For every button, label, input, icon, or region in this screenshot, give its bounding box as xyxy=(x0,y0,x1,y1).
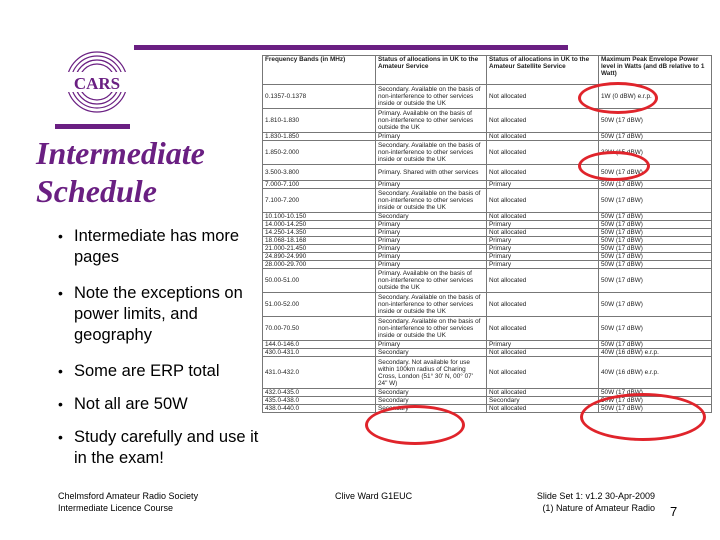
cell-frequency: 10.100-10.150 xyxy=(263,213,376,221)
cell-amateur-status: Primary. Available on the basis of non-interference to other services outside the UK xyxy=(376,109,487,133)
cell-power: 50W (17 dBW) xyxy=(599,269,712,293)
cell-frequency: 438.0-440.0 xyxy=(263,405,376,413)
cell-frequency: 7.100-7.200 xyxy=(263,189,376,213)
highlight-ring-1w xyxy=(578,82,658,114)
cell-satellite-status: Primary xyxy=(487,181,599,189)
table-row xyxy=(263,221,712,229)
bullet-item: • Intermediate has more pages xyxy=(58,226,263,268)
cell-frequency: 24.890-24.990 xyxy=(263,253,376,261)
bullet-item: • Note the exceptions on power limits, and geography xyxy=(58,283,263,346)
cell-amateur-status: Primary xyxy=(376,181,487,189)
table-row xyxy=(263,109,712,133)
cell-satellite-status: Not allocated xyxy=(487,109,599,133)
table-row xyxy=(263,181,712,189)
cell-satellite-status: Primary xyxy=(487,341,599,349)
cell-amateur-status: Primary xyxy=(376,229,487,237)
cell-satellite-status: Not allocated xyxy=(487,229,599,237)
table-row xyxy=(263,269,712,293)
cell-frequency: 0.1357-0.1378 xyxy=(263,85,376,109)
cell-power: 50W (17 dBW) xyxy=(599,341,712,349)
bullet-list xyxy=(58,226,263,484)
cell-satellite-status: Secondary xyxy=(487,397,599,405)
cell-power: 50W (17 dBW) xyxy=(599,133,712,141)
cell-power: 50W (17 dBW) xyxy=(599,237,712,245)
cell-power: 32W (15 dBW) xyxy=(599,141,712,165)
cell-power: 50W (17 dBW) xyxy=(599,293,712,317)
table-row xyxy=(263,349,712,357)
cell-satellite-status: Not allocated xyxy=(487,317,599,341)
cell-satellite-status: Not allocated xyxy=(487,213,599,221)
cell-amateur-status: Primary. Shared with other services xyxy=(376,165,487,181)
bullet-item: • Some are ERP total xyxy=(58,361,263,382)
cell-satellite-status: Not allocated xyxy=(487,293,599,317)
cell-satellite-status: Not allocated xyxy=(487,357,599,389)
cell-satellite-status: Not allocated xyxy=(487,349,599,357)
cell-amateur-status: Secondary. Available on the basis of non-interference to other services inside or outside the UK xyxy=(376,85,487,109)
cell-frequency: 51.00-52.00 xyxy=(263,293,376,317)
cell-frequency: 7.000-7.100 xyxy=(263,181,376,189)
cell-satellite-status: Not allocated xyxy=(487,133,599,141)
cell-frequency: 144.0-146.0 xyxy=(263,341,376,349)
cell-amateur-status: Primary xyxy=(376,133,487,141)
cell-satellite-status: Not allocated xyxy=(487,189,599,213)
bullet-item: • Study carefully and use it in the exam! xyxy=(58,427,263,469)
highlight-ring-32w xyxy=(578,151,650,181)
cell-frequency: 430.0-431.0 xyxy=(263,349,376,357)
cell-satellite-status: Not allocated xyxy=(487,389,599,397)
footer-author: Clive Ward G1EUC xyxy=(335,491,413,501)
page-number: 7 xyxy=(670,504,678,519)
cell-frequency: 1.810-1.830 xyxy=(263,109,376,133)
cell-frequency: 1.830-1.850 xyxy=(263,133,376,141)
cell-amateur-status: Primary xyxy=(376,253,487,261)
cell-amateur-status: Secondary xyxy=(376,397,487,405)
highlight-ring-40w xyxy=(580,393,706,441)
cell-frequency: 431.0-432.0 xyxy=(263,357,376,389)
top-accent-bar xyxy=(134,45,568,50)
cell-frequency: 50.00-51.00 xyxy=(263,269,376,293)
header-frequency: Frequency Bands (in MHz) xyxy=(263,56,376,85)
cell-power: 50W (17 dBW) xyxy=(599,213,712,221)
cell-frequency: 14.000-14.250 xyxy=(263,221,376,229)
cell-amateur-status: Secondary xyxy=(376,349,487,357)
cell-amateur-status: Secondary xyxy=(376,405,487,413)
table-row xyxy=(263,253,712,261)
cell-power: 50W (17 dBW) xyxy=(599,181,712,189)
header-amateur: Status of allocations in UK to the Amateur Service xyxy=(376,56,487,85)
table-row xyxy=(263,293,712,317)
cell-satellite-status: Primary xyxy=(487,221,599,229)
cell-satellite-status: Not allocated xyxy=(487,165,599,181)
cell-amateur-status: Primary xyxy=(376,261,487,269)
table-row xyxy=(263,229,712,237)
cell-amateur-status: Secondary. Not available for use within 100km radius of Charing Cross, London (51° 30' N, 00° 07' 24" W) xyxy=(376,357,487,389)
logo-text: CARS xyxy=(73,74,121,93)
title-line-2: Schedule xyxy=(36,173,157,209)
cell-frequency: 435.0-438.0 xyxy=(263,397,376,405)
cell-amateur-status: Secondary. Available on the basis of non-interference to other services inside or outside the UK xyxy=(376,141,487,165)
cell-amateur-status: Secondary. Available on the basis of non-interference to other services inside or outside the UK xyxy=(376,293,487,317)
cell-frequency: 1.850-2.000 xyxy=(263,141,376,165)
footer-slide-line1: Slide Set 1: v1.2 30-Apr-2009 xyxy=(536,491,655,501)
slide-title xyxy=(36,134,205,210)
cell-power: 50W (17 dBW) xyxy=(599,253,712,261)
table-row xyxy=(263,261,712,269)
cell-amateur-status: Primary. Available on the basis of non-interference to other services outside the UK xyxy=(376,269,487,293)
cell-frequency: 14.250-14.350 xyxy=(263,229,376,237)
cell-amateur-status: Secondary xyxy=(376,389,487,397)
table-header-row xyxy=(263,56,712,85)
cell-power: 50W (17 dBW) xyxy=(599,389,712,397)
cell-amateur-status: Secondary xyxy=(376,213,487,221)
footer-slide-line2: (1) Nature of Amateur Radio xyxy=(542,503,655,513)
cell-power: 50W (17 dBW) xyxy=(599,397,712,405)
table-row xyxy=(263,237,712,245)
cell-power: 50W (17 dBW) xyxy=(599,109,712,133)
cell-amateur-status: Primary xyxy=(376,221,487,229)
table-row xyxy=(263,245,712,253)
cell-power: 50W (17 dBW) xyxy=(599,317,712,341)
cell-amateur-status: Primary xyxy=(376,245,487,253)
footer-society-line1: Chelmsford Amateur Radio Society xyxy=(58,491,199,501)
cell-power: 50W (17 dBW) xyxy=(599,245,712,253)
cell-frequency: 28.000-29.700 xyxy=(263,261,376,269)
cell-amateur-status: Primary xyxy=(376,341,487,349)
cell-satellite-status: Primary xyxy=(487,245,599,253)
cell-power: 50W (17 dBW) xyxy=(599,189,712,213)
cell-satellite-status: Primary xyxy=(487,261,599,269)
cell-satellite-status: Primary xyxy=(487,253,599,261)
title-line-1: Intermediate xyxy=(36,135,205,171)
footer-slide-info xyxy=(490,490,655,514)
table-row xyxy=(263,341,712,349)
header-power: Maximum Peak Envelope Power level in Watts (and dB relative to 1 Watt) xyxy=(599,56,712,85)
cell-amateur-status: Secondary. Available on the basis of non-interference to other services inside or outside the UK xyxy=(376,189,487,213)
cell-frequency: 21.000-21.450 xyxy=(263,245,376,253)
logo-underline xyxy=(55,124,130,129)
cell-amateur-status: Secondary. Available on the basis of non-interference to other services inside or outside the UK xyxy=(376,317,487,341)
cell-power: 50W (17 dBW) xyxy=(599,165,712,181)
cell-satellite-status: Not allocated xyxy=(487,405,599,413)
cell-frequency: 18.068-18.168 xyxy=(263,237,376,245)
table-row xyxy=(263,133,712,141)
cell-power: 50W (17 dBW) xyxy=(599,261,712,269)
footer-society xyxy=(58,490,198,514)
table-body xyxy=(263,85,712,413)
header-satellite: Status of allocations in UK to the Amateur Satellite Service xyxy=(487,56,599,85)
cell-satellite-status: Not allocated xyxy=(487,85,599,109)
bullet-item: • Not all are 50W xyxy=(58,394,263,415)
cell-satellite-status: Not allocated xyxy=(487,141,599,165)
cell-power: 50W (17 dBW) xyxy=(599,405,712,413)
cell-power: 50W (17 dBW) xyxy=(599,229,712,237)
footer-society-line2: Intermediate Licence Course xyxy=(58,503,174,513)
cell-power: 50W (17 dBW) xyxy=(599,221,712,229)
cell-frequency: 70.00-70.50 xyxy=(263,317,376,341)
cars-logo xyxy=(52,40,142,130)
table-row xyxy=(263,213,712,221)
cell-power: 40W (16 dBW) e.r.p. xyxy=(599,349,712,357)
table-row xyxy=(263,357,712,389)
cell-satellite-status: Not allocated xyxy=(487,269,599,293)
highlight-ring-charing-cross xyxy=(365,405,465,445)
cell-power: 40W (16 dBW) e.r.p. xyxy=(599,357,712,389)
table-row xyxy=(263,317,712,341)
cell-frequency: 432.0-435.0 xyxy=(263,389,376,397)
cell-power: 1W (0 dBW) e.r.p. xyxy=(599,85,712,109)
cell-amateur-status: Primary xyxy=(376,237,487,245)
cell-frequency: 3.500-3.800 xyxy=(263,165,376,181)
cell-satellite-status: Primary xyxy=(487,237,599,245)
table-row xyxy=(263,189,712,213)
